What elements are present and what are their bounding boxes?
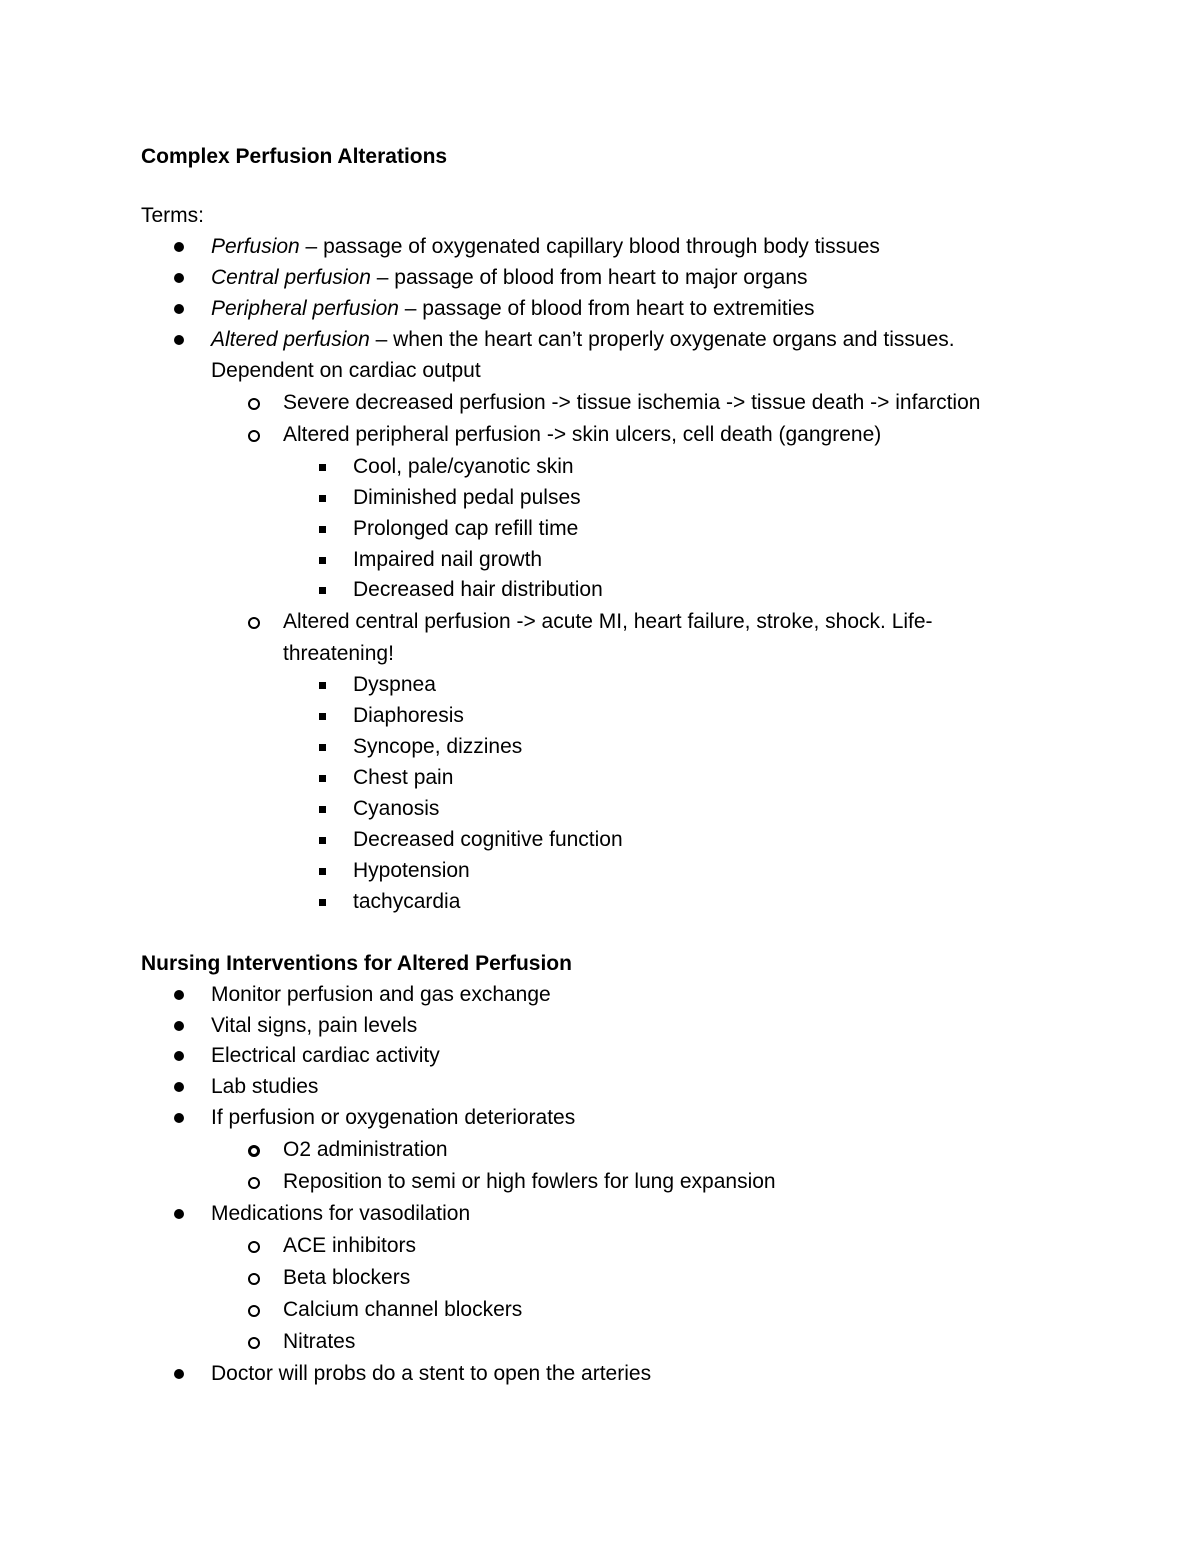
bullet-icon	[174, 1209, 184, 1219]
hollow-bullet-icon	[248, 1273, 260, 1285]
bullet-icon	[174, 1369, 184, 1379]
term-definition: – passage of oxygenated capillary blood through body tissues	[299, 235, 880, 258]
list-item: Decreased cognitive function	[353, 828, 623, 851]
bullet-icon	[174, 1082, 184, 1092]
list-item: Decreased hair distribution	[353, 578, 603, 601]
hollow-bullet-icon	[248, 1177, 260, 1189]
term-definition: – passage of blood from heart to extremities	[398, 297, 815, 320]
list-item: Diaphoresis	[353, 704, 464, 727]
list-item: Beta blockers	[283, 1266, 411, 1289]
square-bullet-icon	[319, 837, 326, 844]
hollow-bullet-icon	[248, 617, 260, 629]
list-item: If perfusion or oxygenation deteriorates	[211, 1106, 576, 1129]
list-item: Medications for vasodilation	[211, 1202, 471, 1225]
bullet-icon	[174, 335, 184, 345]
square-bullet-icon	[319, 464, 326, 471]
term-name: Perfusion	[211, 235, 300, 258]
hollow-bullet-icon	[248, 398, 260, 410]
bullet-icon	[174, 304, 184, 314]
square-bullet-icon	[319, 744, 326, 751]
term-definition: – when the heart can’t properly oxygenate organs and tissues.	[369, 328, 955, 351]
list-item: ACE inhibitors	[283, 1234, 417, 1257]
square-bullet-icon	[319, 495, 326, 502]
hollow-bullet-icon	[248, 1337, 260, 1349]
list-item: tachycardia	[353, 890, 461, 913]
list-item: Doctor will probs do a stent to open the arteries	[211, 1362, 652, 1385]
term-name: Altered perfusion	[211, 328, 370, 351]
page-title: Complex Perfusion Alterations	[141, 145, 448, 168]
bullet-icon	[174, 1021, 184, 1031]
list-item: Severe decreased perfusion -> tissue ischemia -> tissue death -> infarction	[283, 391, 981, 414]
list-item: Prolonged cap refill time	[353, 517, 579, 540]
list-item: Altered central perfusion -> acute MI, heart failure, stroke, shock. Life-	[283, 610, 933, 633]
hollow-bullet-icon	[248, 430, 260, 442]
bullet-icon	[174, 273, 184, 283]
bullet-icon	[174, 242, 184, 252]
list-item-continued: threatening!	[283, 642, 394, 665]
list-item: Cyanosis	[353, 797, 440, 820]
list-item: Hypotension	[353, 859, 470, 882]
square-bullet-icon	[319, 713, 326, 720]
bullet-icon	[174, 1051, 184, 1061]
square-bullet-icon	[319, 868, 326, 875]
square-bullet-icon	[319, 775, 326, 782]
hollow-bullet-icon	[248, 1241, 260, 1253]
list-item: Impaired nail growth	[353, 548, 543, 571]
list-item: Reposition to semi or high fowlers for lung expansion	[283, 1170, 776, 1193]
square-bullet-icon	[319, 899, 326, 906]
list-item: Vital signs, pain levels	[211, 1014, 418, 1037]
square-bullet-icon	[319, 587, 326, 594]
square-bullet-icon	[319, 557, 326, 564]
list-item: Chest pain	[353, 766, 454, 789]
section-heading: Nursing Interventions for Altered Perfusion	[141, 952, 572, 975]
term-definition: – passage of blood from heart to major organs	[370, 266, 808, 289]
list-item: Nitrates	[283, 1330, 356, 1353]
bullet-icon	[174, 1113, 184, 1123]
list-item: Monitor perfusion and gas exchange	[211, 983, 551, 1006]
term-name: Central perfusion	[211, 266, 371, 289]
square-bullet-icon	[319, 806, 326, 813]
square-bullet-icon	[319, 526, 326, 533]
list-item: Syncope, dizzines	[353, 735, 523, 758]
list-item: Diminished pedal pulses	[353, 486, 581, 509]
list-item: Electrical cardiac activity	[211, 1044, 440, 1067]
terms-label: Terms:	[141, 204, 204, 227]
bullet-icon	[174, 990, 184, 1000]
term-name: Peripheral perfusion	[211, 297, 399, 320]
term-definition-continued: Dependent on cardiac output	[211, 359, 481, 382]
hollow-bullet-icon	[248, 1305, 260, 1317]
list-item: Calcium channel blockers	[283, 1298, 523, 1321]
list-item: Altered peripheral perfusion -> skin ulcers, cell death (gangrene)	[283, 423, 882, 446]
square-bullet-icon	[319, 682, 326, 689]
list-item: Cool, pale/cyanotic skin	[353, 455, 574, 478]
list-item: Dyspnea	[353, 673, 436, 696]
hollow-bullet-icon	[248, 1145, 260, 1157]
list-item: O2 administration	[283, 1138, 448, 1161]
list-item: Lab studies	[211, 1075, 319, 1098]
